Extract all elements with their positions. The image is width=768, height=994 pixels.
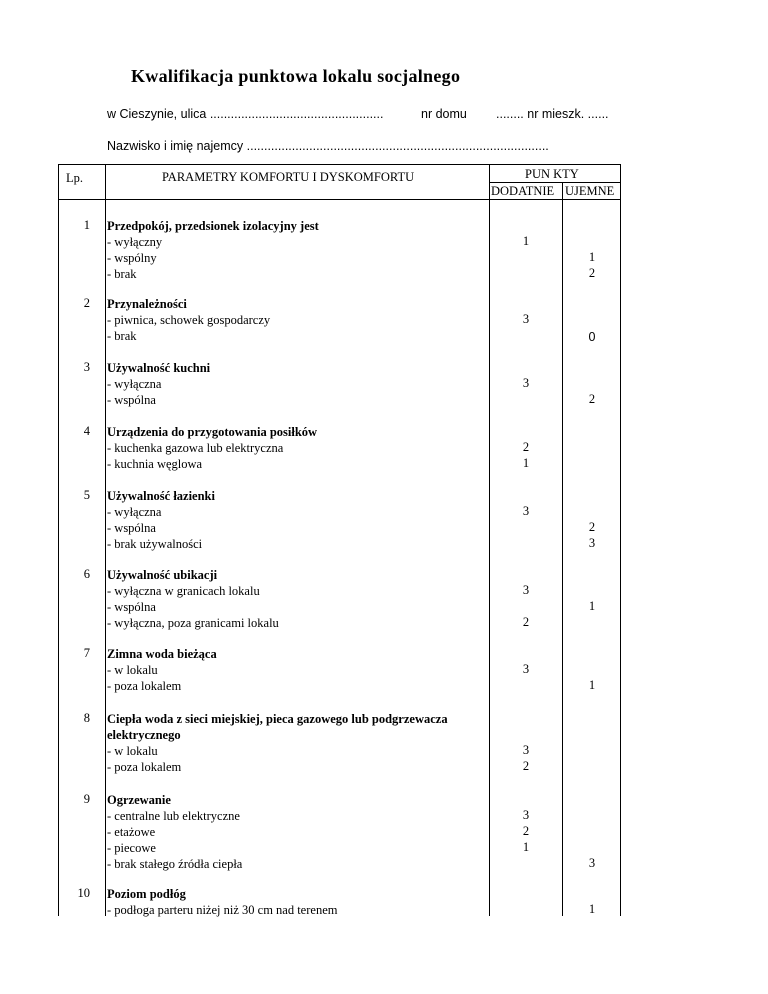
positive-points: 2: [522, 615, 530, 629]
header-positive: DODATNIE: [491, 184, 555, 198]
positive-points: 2: [522, 759, 530, 773]
row-item: - wspólny: [107, 251, 157, 265]
row-item: - poza lokalem: [107, 679, 182, 693]
positive-points: 1: [522, 234, 530, 248]
row-item: - centralne lub elektryczne: [107, 809, 240, 823]
positive-points: 3: [522, 312, 530, 326]
row-item: - etażowe: [107, 825, 156, 839]
row-item: - wspólna: [107, 600, 156, 614]
row-heading: Używalność łazienki: [107, 489, 215, 503]
negative-points: 1: [588, 678, 596, 692]
row-number: 3: [83, 360, 90, 374]
row-item: - wspólna: [107, 393, 156, 407]
negative-points: 3: [588, 856, 596, 870]
negative-points: 0: [588, 330, 596, 344]
row-item: - piecowe: [107, 841, 156, 855]
row-item: - poza lokalem: [107, 760, 182, 774]
points-subheader-line: [489, 182, 620, 183]
row-item: - wspólna: [107, 521, 156, 535]
negative-points: 1: [588, 902, 596, 916]
row-heading: Używalność ubikacji: [107, 568, 218, 582]
row-item: - brak używalności: [107, 537, 203, 551]
row-item: - kuchnia węglowa: [107, 457, 203, 471]
address-line-flat: ........ nr mieszk. ......: [496, 107, 609, 121]
row-heading: Przedpokój, przedsionek izolacyjny jest: [107, 219, 319, 233]
header-points: PUN KTY: [525, 167, 579, 181]
row-item: - wyłączny: [107, 235, 163, 249]
row-number: 9: [83, 792, 90, 806]
negative-points: 2: [588, 266, 596, 280]
points-column-divider: [489, 164, 490, 916]
points-split-divider: [562, 182, 563, 916]
negative-points: 2: [588, 392, 596, 406]
row-number: 2: [83, 296, 90, 310]
positive-points: 3: [522, 743, 530, 757]
header-lp: Lp.: [66, 171, 84, 185]
row-item: - podłoga parteru niżej niż 30 cm nad terenem: [107, 903, 338, 917]
page-title: Kwalifikacja punktowa lokalu socjalnego: [131, 66, 461, 86]
row-item: - w lokalu: [107, 663, 158, 677]
table-right-border: [620, 164, 621, 916]
negative-points: 1: [588, 250, 596, 264]
negative-points: 1: [588, 599, 596, 613]
row-heading: Ciepła woda z sieci miejskiej, pieca gazowego lub podgrzewacza elektrycznego: [107, 712, 448, 742]
row-item: - w lokalu: [107, 744, 158, 758]
row-item: - brak: [107, 329, 137, 343]
row-heading: Urządzenia do przygotowania posiłków: [107, 425, 318, 439]
table-header-bottom-border: [58, 199, 621, 200]
table-top-border: [58, 164, 621, 165]
positive-points: 3: [522, 376, 530, 390]
positive-points: 3: [522, 583, 530, 597]
row-heading: Przynależności: [107, 297, 187, 311]
row-number: 8: [83, 711, 90, 725]
row-heading: Ogrzewanie: [107, 793, 171, 807]
row-number: 1: [83, 218, 90, 232]
row-number: 5: [83, 488, 90, 502]
positive-points: 3: [522, 662, 530, 676]
row-number: 10: [77, 886, 90, 900]
row-item: - wyłączna: [107, 377, 162, 391]
positive-points: 3: [522, 504, 530, 518]
row-item: - brak: [107, 267, 137, 281]
positive-points: 1: [522, 456, 530, 470]
negative-points: 3: [588, 536, 596, 550]
row-item: - brak stałego źródła ciepła: [107, 857, 243, 871]
positive-points: 2: [522, 440, 530, 454]
negative-points: 2: [588, 520, 596, 534]
header-negative: UJEMNE: [565, 184, 615, 198]
row-item: - wyłączna: [107, 505, 162, 519]
row-item: - wyłączna, poza granicami lokalu: [107, 616, 279, 630]
address-line-city: w Cieszynie, ulica ..................................................: [107, 107, 384, 121]
positive-points: 2: [522, 824, 530, 838]
row-item: - kuchenka gazowa lub elektryczna: [107, 441, 284, 455]
tenant-name-line: Nazwisko i imię najemcy .......................................................................................: [107, 139, 549, 153]
row-number: 4: [83, 424, 90, 438]
positive-points: 1: [522, 840, 530, 854]
header-params: PARAMETRY KOMFORTU I DYSKOMFORTU: [162, 170, 415, 184]
lp-column-divider: [105, 164, 106, 916]
row-heading: Zimna woda bieżąca: [107, 647, 217, 661]
positive-points: 3: [522, 808, 530, 822]
table-left-border: [58, 164, 59, 916]
row-number: 7: [83, 646, 90, 660]
row-heading: Używalność kuchni: [107, 361, 211, 375]
row-number: 6: [83, 567, 90, 581]
row-heading: Poziom podłóg: [107, 887, 186, 901]
row-item: - wyłączna w granicach lokalu: [107, 584, 260, 598]
address-line-house: nr domu: [421, 107, 467, 121]
row-item: - piwnica, schowek gospodarczy: [107, 313, 271, 327]
